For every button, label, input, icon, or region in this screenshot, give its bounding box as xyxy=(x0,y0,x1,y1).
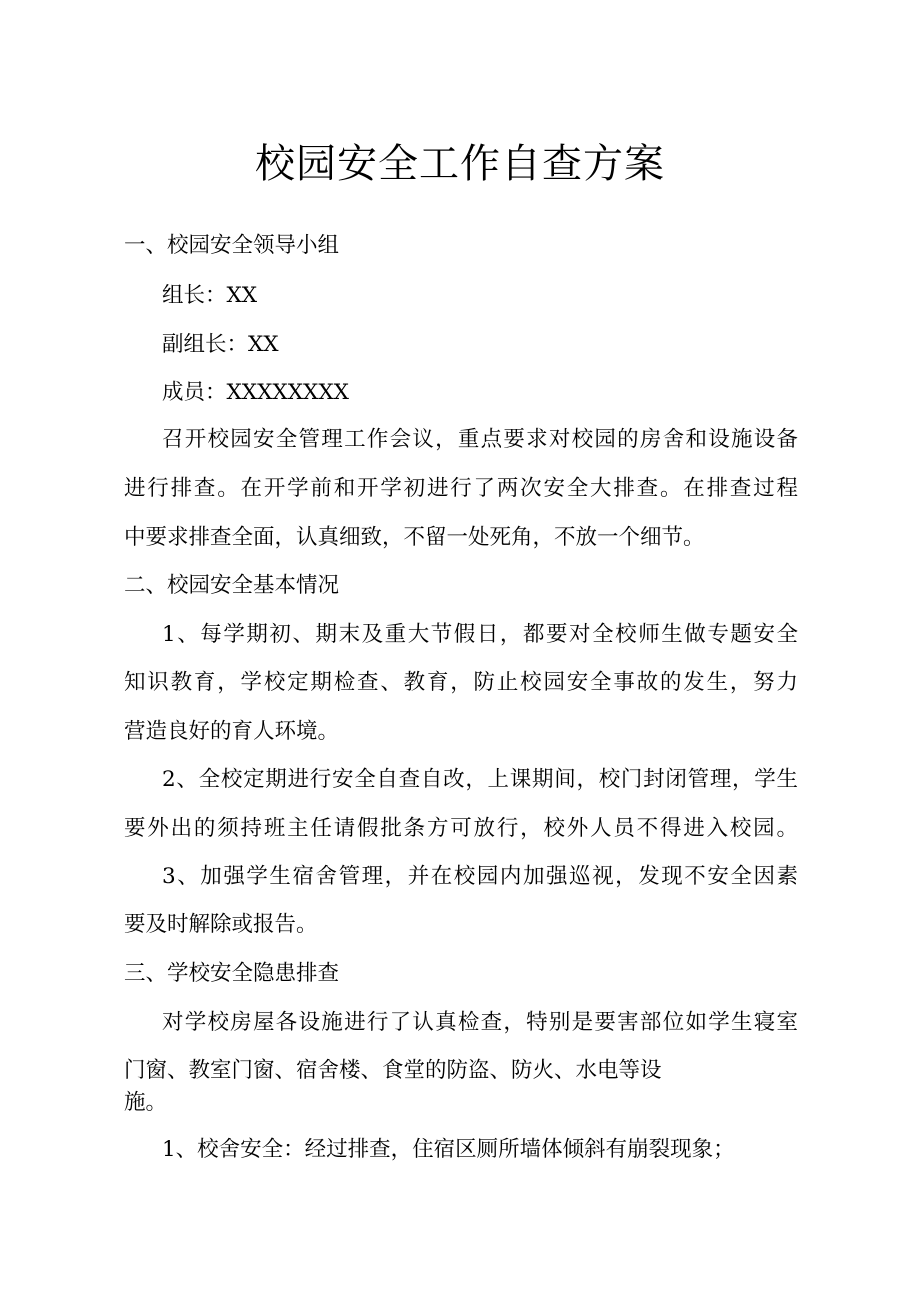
paragraph-line: 知识教育，学校定期检查、教育，防止校园安全事故的发生，努力 xyxy=(124,670,798,695)
paragraph-line: 要外出的须持班主任请假批条方可放行，校外人员不得进入校园。 xyxy=(124,816,798,841)
paragraph-line: 营造良好的育人环境。 xyxy=(124,719,340,744)
paragraph-line: 3、加强学生宿舍管理，并在校园内加强巡视，发现不安全因素 xyxy=(162,864,798,889)
paragraph-line: 施。 xyxy=(124,1090,168,1115)
section3-heading: 三、学校安全隐患排查 xyxy=(124,961,340,986)
paragraph-line: 2、全校定期进行安全自查自改，上课期间，校门封闭管理，学生 xyxy=(162,767,798,792)
paragraph-line: 门窗、教室门窗、宿舍楼、食堂的防盗、防火、水电等设 xyxy=(124,1058,662,1083)
vice-leader-line: 副组长：XX xyxy=(162,332,279,357)
document-title: 校园安全工作自查方案 xyxy=(255,141,665,187)
members-line: 成员：XXXXXXXX xyxy=(162,380,349,405)
paragraph-line: 对学校房屋各设施进行了认真检查，特别是要害部位如学生寝室 xyxy=(162,1010,798,1035)
paragraph-line: 进行排查。在开学前和开学初进行了两次安全大排查。在排查过程 xyxy=(124,476,798,501)
section2-heading: 二、校园安全基本情况 xyxy=(124,573,340,598)
paragraph-line: 召开校园安全管理工作会议，重点要求对校园的房舍和设施设备 xyxy=(162,427,798,452)
paragraph-line: 中要求排查全面，认真细致，不留一处死角，不放一个细节。 xyxy=(124,525,705,550)
leader-line: 组长：XX xyxy=(162,283,258,308)
paragraph-line: 要及时解除或报告。 xyxy=(124,912,318,937)
paragraph-line: 1、校舍安全：经过排查，住宿区厕所墙体倾斜有崩裂现象； xyxy=(162,1137,735,1162)
paragraph-line: 1、每学期初、期末及重大节假日，都要对全校师生做专题安全 xyxy=(162,622,798,647)
section1-heading: 一、校园安全领导小组 xyxy=(124,233,340,258)
